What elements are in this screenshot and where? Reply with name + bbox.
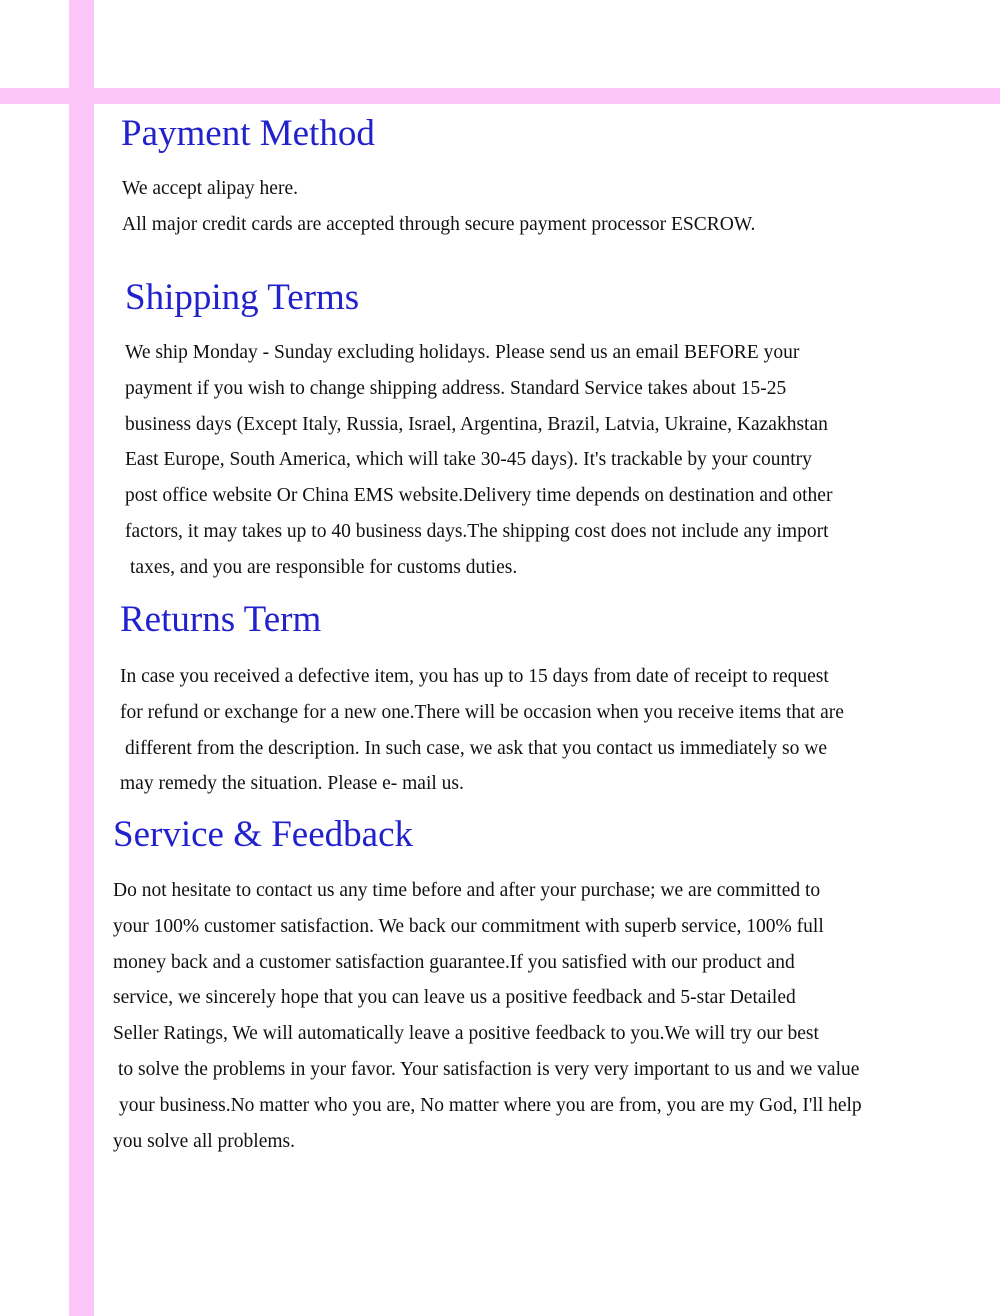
payment-method-text bbox=[122, 171, 755, 243]
returns-term-heading: Returns Term bbox=[120, 599, 322, 640]
shipping-terms-heading: Shipping Terms bbox=[125, 277, 360, 318]
decorative-vertical-bar bbox=[69, 0, 94, 1316]
text-line: your 100% customer satisfaction. We back our commitment with superb service, 100% full bbox=[113, 915, 824, 937]
text-line: Seller Ratings, We will automatically leave a positive feedback to you.We will try our best bbox=[113, 1023, 819, 1045]
service-feedback-text bbox=[113, 873, 862, 1159]
text-line: service, we sincerely hope that you can leave us a positive feedback and 5-star Detailed bbox=[113, 987, 796, 1009]
text-line: money back and a customer satisfaction guarantee.If you satisfied with our product and bbox=[113, 951, 795, 973]
text-line: East Europe, South America, which will take 30-45 days). It's trackable by your country bbox=[125, 449, 812, 471]
text-line: We accept alipay here. bbox=[122, 178, 298, 199]
text-line: In case you received a defective item, you has up to 15 days from date of receipt to request bbox=[120, 666, 829, 687]
returns-term-text bbox=[120, 659, 844, 802]
text-line: your business.No matter who you are, No matter where you are from, you are my God, I'll help bbox=[119, 1094, 862, 1116]
text-line: Do not hesitate to contact us any time before and after your purchase; we are committed to bbox=[113, 880, 821, 901]
text-line: payment if you wish to change shipping address. Standard Service takes about 15-25 bbox=[125, 377, 787, 399]
text-line: taxes, and you are responsible for customs duties. bbox=[130, 556, 518, 578]
text-line: to solve the problems in your favor. Your satisfaction is very very important to us and we value bbox=[118, 1058, 860, 1080]
text-line: We ship Monday - Sunday excluding holidays. Please send us an email BEFORE your bbox=[125, 342, 800, 363]
text-line: All major credit cards are accepted through secure payment processor ESCROW. bbox=[122, 213, 756, 235]
payment-method-heading: Payment Method bbox=[121, 113, 375, 154]
text-line: post office website Or China EMS website.Delivery time depends on destination and other bbox=[125, 485, 833, 507]
text-line: may remedy the situation. Please e- mail us. bbox=[120, 773, 464, 795]
text-line: different from the description. In such case, we ask that you contact us immediately so we bbox=[125, 737, 827, 759]
text-line: you solve all problems. bbox=[113, 1130, 295, 1152]
text-line: business days (Except Italy, Russia, Israel, Argentina, Brazil, Latvia, Ukraine, Kazakhstan bbox=[125, 413, 828, 435]
shipping-terms-text bbox=[125, 335, 832, 586]
service-feedback-heading: Service & Feedback bbox=[113, 814, 413, 855]
text-line: for refund or exchange for a new one.There will be occasion when you receive items that are bbox=[120, 701, 844, 723]
decorative-horizontal-bar bbox=[0, 88, 1000, 104]
text-line: factors, it may takes up to 40 business days.The shipping cost does not include any import bbox=[125, 520, 829, 542]
